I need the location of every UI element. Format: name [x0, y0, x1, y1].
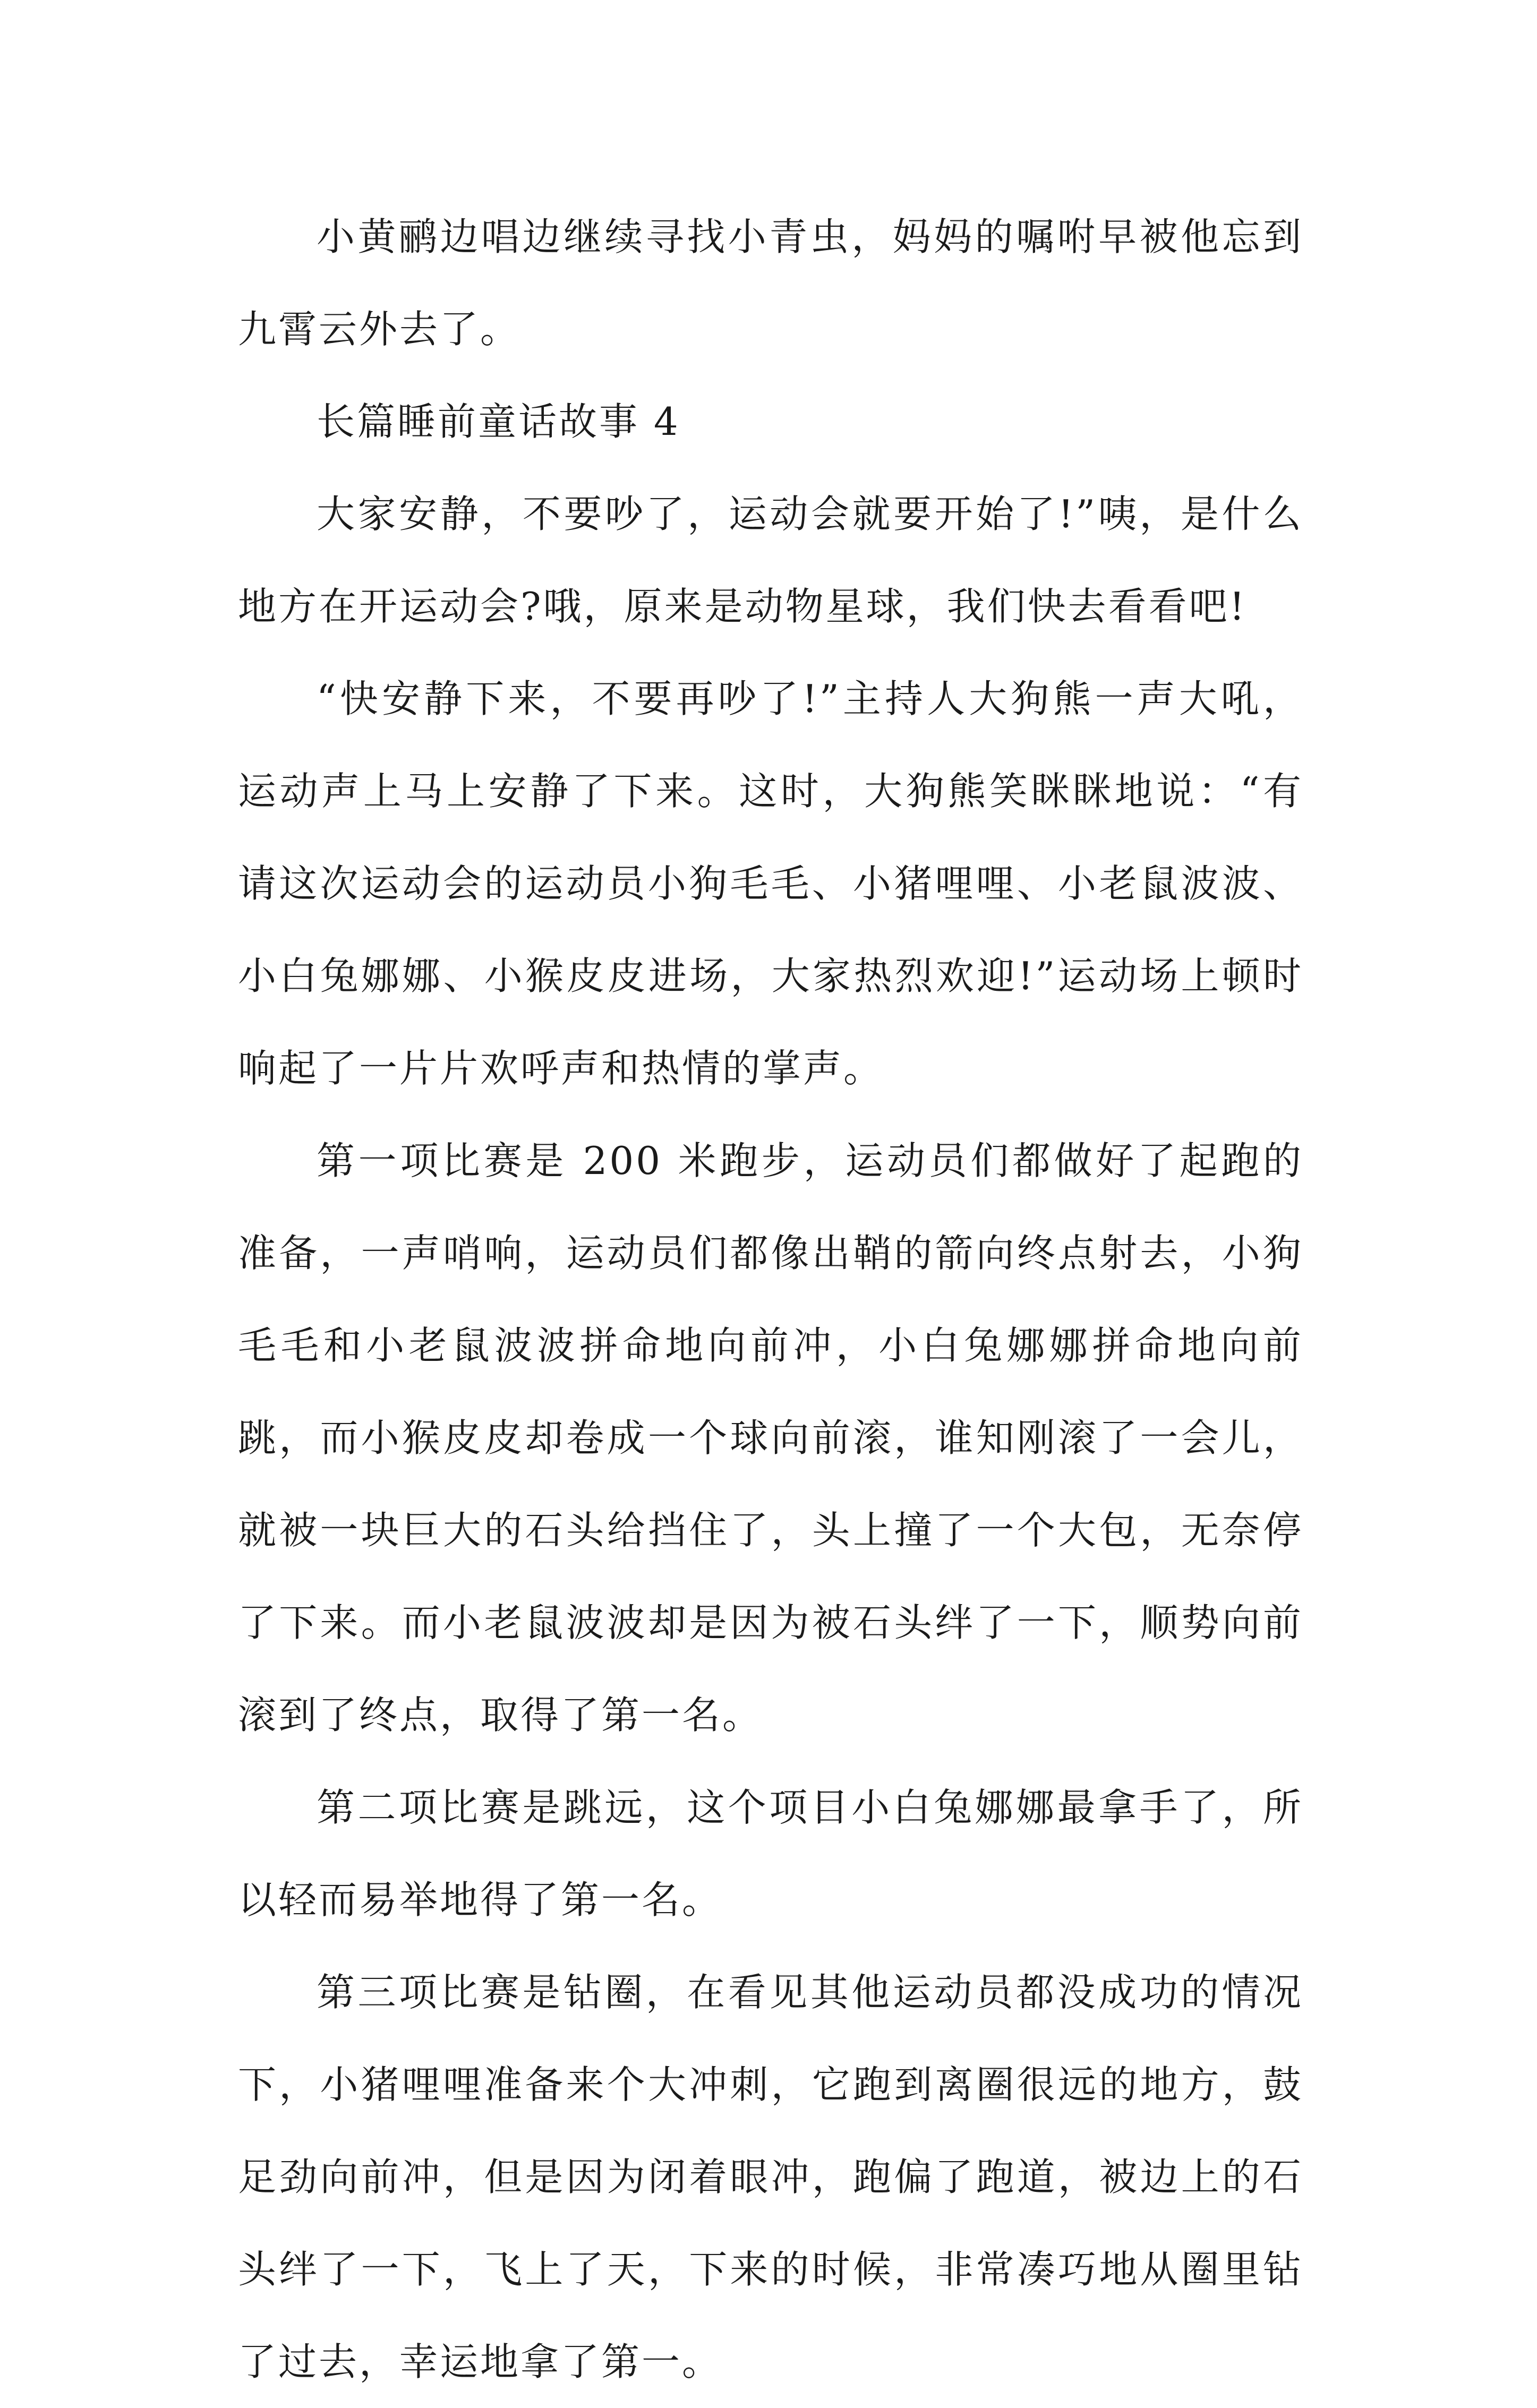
story-heading: 长篇睡前童话故事 4 — [317, 399, 680, 444]
paragraph-yellow-oriole-ending: 小黄鹂边唱边继续寻找小青虫，妈妈的嘱咐早被他忘到九霄云外去了。 — [238, 215, 1303, 352]
paragraph-200m-race: 第一项比赛是 200 米跑步，运动员们都做好了起跑的准备，一声哨响，运动员们都像出鞘的箭向终点射去，小狗毛毛和小老鼠波波拼命地向前冲，小白兔娜娜拼命地向前跳，而小猴皮皮却卷成一个球向前滚，谁知刚滚了一会儿，就被一块巨大的石头给挡住了，头上撞了一个大包，无奈停了下来。而小老鼠波波却是因为被石头绊了一下，顺势向前滚到了终点，取得了第一名。 — [238, 1138, 1303, 1737]
paragraph-sports-meet-opening: 大家安静，不要吵了，运动会就要开始了!”咦，是什么地方在开运动会?哦，原来是动物星球，我们快去看看吧! — [238, 492, 1303, 629]
paragraph-hoop-jump: 第三项比赛是钻圈，在看见其他运动员都没成功的情况下，小猪哩哩准备来个大冲刺，它跑到离圈很远的地方，鼓足劲向前冲，但是因为闭着眼冲，跑偏了跑道，被边上的石头绊了一下，飞上了天，下来的时候，非常凑巧地从圈里钻了过去，幸运地拿了第一。 — [238, 1970, 1303, 2384]
paragraph-long-jump: 第二项比赛是跳远，这个项目小白兔娜娜最拿手了，所以轻而易举地得了第一名。 — [238, 1785, 1303, 1922]
paragraph-host-introduction: “快安静下来，不要再吵了!”主持人大狗熊一声大吼，运动声上马上安静了下来。这时，大狗熊笑眯眯地说：“有请这次运动会的运动员小狗毛毛、小猪哩哩、小老鼠波波、小白兔娜娜、小猴皮皮进场，大家热烈欢迎!”运动场上顿时响起了一片片欢呼声和热情的掌声。 — [238, 676, 1303, 1091]
story-body — [238, 191, 1303, 2408]
